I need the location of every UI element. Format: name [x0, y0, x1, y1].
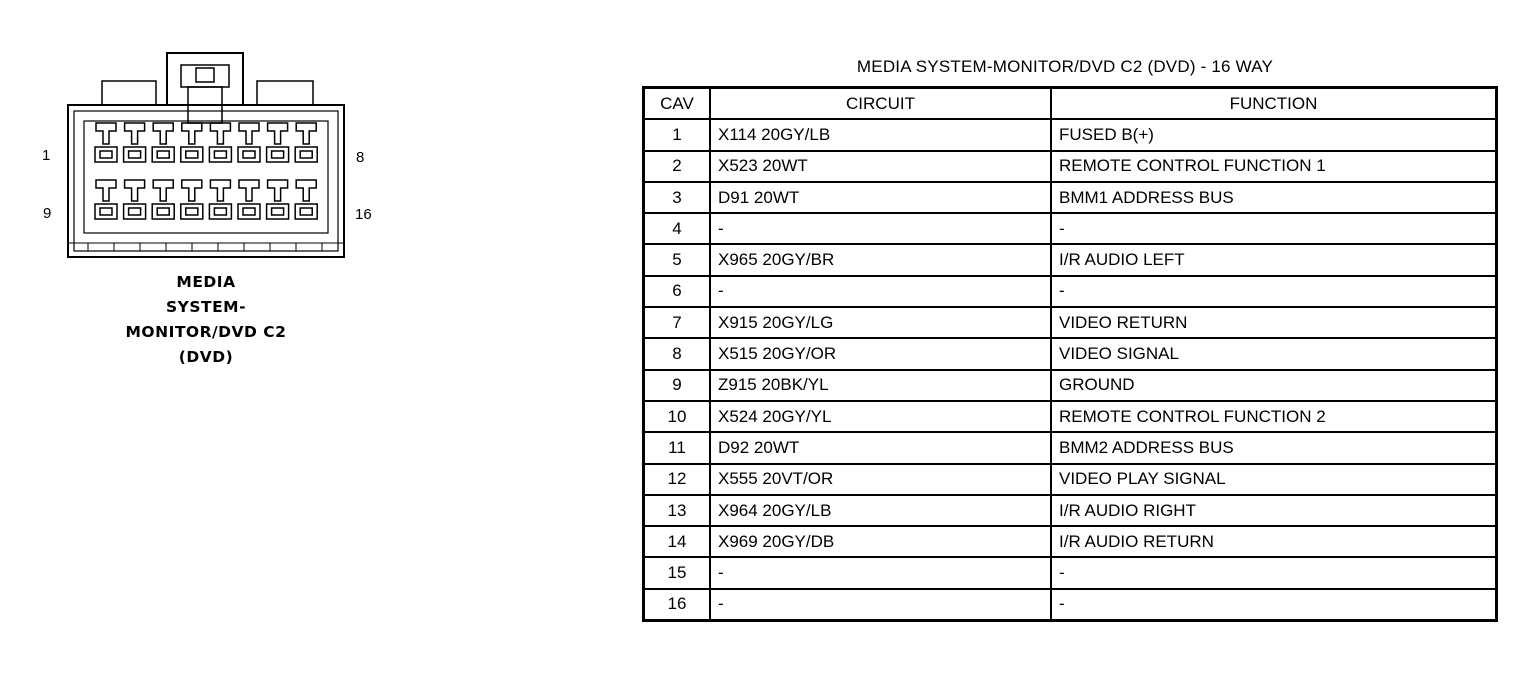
cell-cav: 8	[644, 338, 711, 369]
caption-line-2: SYSTEM-	[165, 298, 247, 316]
header-function: FUNCTION	[1051, 88, 1497, 120]
table-row	[644, 432, 1497, 463]
cell-cav: 7	[644, 307, 711, 338]
pin-cavity-9	[95, 180, 117, 219]
cell-function: VIDEO SIGNAL	[1051, 338, 1497, 369]
cell-cav: 15	[644, 557, 711, 588]
cell-circuit: X524 20GY/YL	[710, 401, 1051, 432]
header-cav: CAV	[644, 88, 711, 120]
cell-circuit: D91 20WT	[710, 182, 1051, 213]
table-row	[644, 464, 1497, 495]
cell-circuit: X555 20VT/OR	[710, 464, 1051, 495]
pin-cavity-8	[295, 123, 317, 162]
table-title: MEDIA SYSTEM-MONITOR/DVD C2 (DVD) - 16 WAY	[856, 57, 1274, 76]
pinout-table	[642, 86, 1498, 622]
table-row	[644, 557, 1497, 588]
cell-function: VIDEO PLAY SIGNAL	[1051, 464, 1497, 495]
pin-label-8: 8	[356, 149, 365, 166]
pin-cavity-6	[238, 123, 260, 162]
cell-cav: 9	[644, 370, 711, 401]
table-row	[644, 526, 1497, 557]
pin-cavity-12	[181, 180, 203, 219]
cell-function: -	[1051, 276, 1497, 307]
cell-circuit: X964 20GY/LB	[710, 495, 1051, 526]
table-row	[644, 151, 1497, 182]
table-row	[644, 589, 1497, 621]
cell-cav: 13	[644, 495, 711, 526]
cell-circuit: X915 20GY/LG	[710, 307, 1051, 338]
cell-function: BMM1 ADDRESS BUS	[1051, 182, 1497, 213]
cell-circuit: X114 20GY/LB	[710, 119, 1051, 150]
cell-cav: 10	[644, 401, 711, 432]
table-row	[644, 401, 1497, 432]
cell-function: REMOTE CONTROL FUNCTION 2	[1051, 401, 1497, 432]
cell-circuit: -	[710, 557, 1051, 588]
cell-cav: 4	[644, 213, 711, 244]
cell-function: BMM2 ADDRESS BUS	[1051, 432, 1497, 463]
cell-circuit: -	[710, 213, 1051, 244]
cell-cav: 5	[644, 244, 711, 275]
cell-cav: 1	[644, 119, 711, 150]
pin-cavity-14	[238, 180, 260, 219]
cell-circuit: -	[710, 276, 1051, 307]
cell-cav: 14	[644, 526, 711, 557]
pin-label-9: 9	[43, 205, 52, 222]
table-row	[644, 244, 1497, 275]
cell-cav: 3	[644, 182, 711, 213]
table-row	[644, 338, 1497, 369]
cell-function: -	[1051, 557, 1497, 588]
pin-label-16: 16	[355, 206, 372, 223]
pin-cavity-4	[181, 123, 203, 162]
caption-line-4: (DVD)	[178, 348, 234, 366]
cell-circuit: -	[710, 589, 1051, 621]
table-row	[644, 213, 1497, 244]
cell-cav: 12	[644, 464, 711, 495]
cell-function: VIDEO RETURN	[1051, 307, 1497, 338]
table-header-row	[644, 88, 1497, 120]
caption-line-1: MEDIA	[176, 273, 236, 291]
pin-cavity-16	[295, 180, 317, 219]
caption-line-3: MONITOR/DVD C2	[125, 323, 287, 341]
cell-function: I/R AUDIO LEFT	[1051, 244, 1497, 275]
pin-label-1: 1	[42, 147, 51, 164]
table-body	[644, 119, 1497, 620]
cell-circuit: X965 20GY/BR	[710, 244, 1051, 275]
pin-cavity-5	[209, 123, 231, 162]
cell-function: I/R AUDIO RETURN	[1051, 526, 1497, 557]
table-row	[644, 276, 1497, 307]
pin-cavity-3	[152, 123, 174, 162]
pin-cavity-10	[124, 180, 146, 219]
table-row	[644, 182, 1497, 213]
cell-function: REMOTE CONTROL FUNCTION 1	[1051, 151, 1497, 182]
cell-function: I/R AUDIO RIGHT	[1051, 495, 1497, 526]
cell-cav: 2	[644, 151, 711, 182]
cell-cav: 6	[644, 276, 711, 307]
cell-cav: 16	[644, 589, 711, 621]
pin-cavity-7	[267, 123, 289, 162]
cell-circuit: X969 20GY/DB	[710, 526, 1051, 557]
pin-cavity-11	[152, 180, 174, 219]
cell-circuit: X515 20GY/OR	[710, 338, 1051, 369]
pin-cavity-2	[124, 123, 146, 162]
cell-circuit: Z915 20BK/YL	[710, 370, 1051, 401]
pin-cavity-1	[95, 123, 117, 162]
connector-face-diagram	[30, 45, 360, 270]
header-circuit: CIRCUIT	[710, 88, 1051, 120]
cell-circuit: X523 20WT	[710, 151, 1051, 182]
cell-function: GROUND	[1051, 370, 1497, 401]
pin-cavity-13	[209, 180, 231, 219]
cell-circuit: D92 20WT	[710, 432, 1051, 463]
pin-cavity-15	[267, 180, 289, 219]
table-row	[644, 370, 1497, 401]
table-row	[644, 119, 1497, 150]
table-row	[644, 307, 1497, 338]
cell-function: -	[1051, 589, 1497, 621]
table-row	[644, 495, 1497, 526]
connector-caption	[100, 270, 312, 370]
cell-function: FUSED B(+)	[1051, 119, 1497, 150]
cell-function: -	[1051, 213, 1497, 244]
cell-cav: 11	[644, 432, 711, 463]
